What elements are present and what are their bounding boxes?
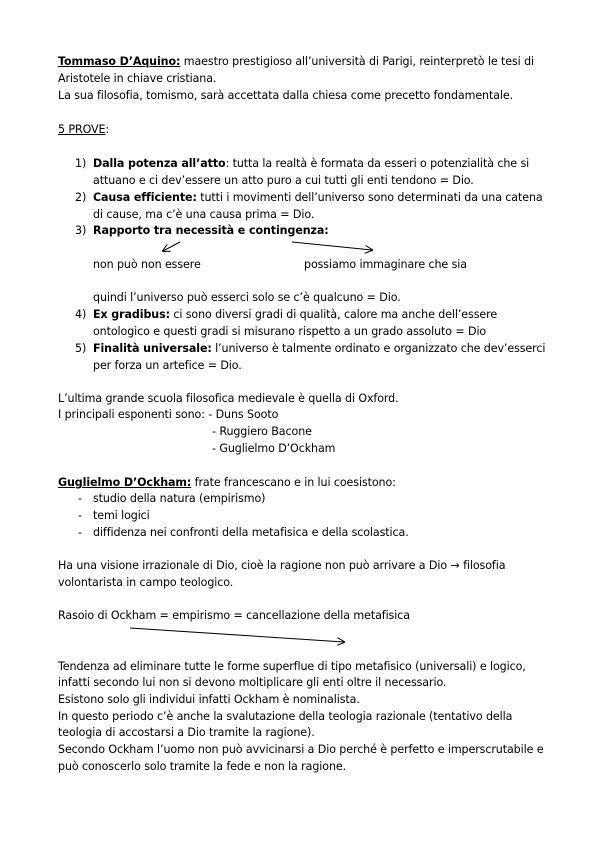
proof-3-conclusion: quindi l’universo può esserci solo se c’è qualcuno = Dio. bbox=[93, 291, 401, 304]
ockham-paragraph-line-7: può conoscerlo solo tramite la fede e non la ragione. bbox=[58, 760, 347, 773]
proof-2-line-2: di cause, ma c’è una causa prima = Dio. bbox=[93, 208, 315, 221]
ockham-name: Guglielmo D’Ockham: bbox=[58, 476, 192, 489]
proof-4-line-2: ontologico e questi gradi si misurano rispetto a un grado assoluto = Dio bbox=[93, 325, 487, 338]
proof-3-line-1 bbox=[93, 223, 329, 239]
proof-1-number: 1) bbox=[75, 157, 87, 170]
proofs-heading-text: 5 PROVE bbox=[58, 123, 106, 136]
ockham-bullet-2: temi logici bbox=[93, 509, 150, 522]
proof-4-line-1 bbox=[93, 307, 497, 323]
necessity-arrow bbox=[163, 242, 180, 251]
proof-4-title: Ex gradibus: bbox=[93, 308, 170, 321]
ockham-vision-line-1: Ha una visione irrazionale di Dio, cioè la ragione non può arrivare a Dio → filosofia bbox=[58, 559, 506, 572]
ockham-paragraph-line-2: infatti secondo lui non si devono moltiplicare gli enti oltre il necessario. bbox=[58, 676, 447, 689]
intro-name: Tommaso D’Aquino: bbox=[58, 55, 181, 68]
ockham-vision-line-2: volontarista in campo teologico. bbox=[58, 576, 234, 589]
proof-1-line-2: attuano e ci dev’essere un atto puro a cui tutti gli enti tendono = Dio. bbox=[93, 174, 474, 187]
proof-5-line-2: per forza un artefice = Dio. bbox=[93, 359, 242, 372]
ockham-razor: Rasoio di Ockham = empirismo = cancellazione della metafisica bbox=[58, 609, 410, 622]
proof-5-line-1 bbox=[93, 341, 545, 357]
ockham-bullet-1: studio della natura (empirismo) bbox=[93, 492, 266, 505]
proof-5-text: l’universo è talmente ordinato e organizzato che dev’esserci bbox=[211, 342, 546, 355]
proof-1-title: Dalla potenza all’atto bbox=[93, 157, 226, 170]
proof-2-line-1 bbox=[93, 190, 543, 206]
intro-line-1 bbox=[58, 54, 534, 70]
intro-text: maestro prestigioso all’università di Parigi, reinterpretò le tesi di bbox=[180, 55, 534, 68]
ockham-bullet-3: diffidenza nei confronti della metafisica e della scolastica. bbox=[93, 526, 409, 539]
oxford-exponent-1: - Duns Sooto bbox=[208, 408, 279, 421]
proof-3-title: Rapporto tra necessità e contingenza: bbox=[93, 224, 329, 237]
ockham-paragraph-line-4: In questo periodo c’è anche la svalutazione della teologia razionale (tentativo della bbox=[58, 710, 513, 723]
razor-arrow bbox=[130, 628, 344, 642]
proof-1-line-1 bbox=[93, 156, 529, 172]
ockham-line-1 bbox=[58, 475, 396, 491]
oxford-exponent-2: - Ruggiero Bacone bbox=[212, 425, 312, 438]
proof-2-title: Causa efficiente: bbox=[93, 191, 197, 204]
proof-4-text: ci sono diversi gradi di qualità, calore ma anche dell’essere bbox=[169, 308, 498, 321]
ockham-text: frate francescano e in lui coesistono: bbox=[191, 476, 396, 489]
ockham-bullet-3-marker: - bbox=[78, 526, 83, 539]
ockham-paragraph-line-1: Tendenza ad eliminare tutte le forme superflue di tipo metafisico (universali) e logico, bbox=[58, 660, 526, 673]
proof-5-title: Finalità universale: bbox=[93, 342, 212, 355]
intro-line-3: La sua filosofia, tomismo, sarà accettata dalla chiesa come precetto fondamentale. bbox=[58, 89, 514, 102]
proof-3-right-label: possiamo immaginare che sia bbox=[304, 258, 467, 271]
ockham-bullet-1-marker: - bbox=[78, 492, 83, 505]
proof-3-left-label: non può non essere bbox=[93, 258, 201, 271]
proof-2-text: tutti i movimenti dell’universo sono determinati da una catena bbox=[196, 191, 543, 204]
proof-4-number: 4) bbox=[75, 308, 87, 321]
oxford-line-1: L’ultima grande scuola filosofica medievale è quella di Oxford. bbox=[58, 392, 399, 405]
oxford-line-2 bbox=[58, 407, 278, 423]
contingency-arrow bbox=[292, 242, 372, 250]
oxford-prefix: I principali esponenti sono: bbox=[58, 408, 209, 421]
proofs-heading bbox=[58, 122, 109, 138]
proof-1-text: : tutta la realtà è formata da esseri o potenzialità che si bbox=[225, 157, 530, 170]
oxford-exponent-3: - Guglielmo D’Ockham bbox=[212, 442, 336, 455]
ockham-paragraph-line-6: Secondo Ockham l’uomo non può avvicinarsi a Dio perché è perfetto e imperscrutabile e bbox=[58, 743, 544, 756]
ockham-paragraph-line-5: teologia di accostarsi a Dio tramite la ragione). bbox=[58, 726, 315, 739]
ockham-bullet-2-marker: - bbox=[78, 509, 83, 522]
proof-2-number: 2) bbox=[75, 191, 87, 204]
proof-5-number: 5) bbox=[75, 342, 87, 355]
ockham-paragraph-line-3: Esistono solo gli individui infatti Ockham è nominalista. bbox=[58, 693, 360, 706]
intro-line-2: Aristotele in chiave cristiana. bbox=[58, 72, 217, 85]
proof-3-number: 3) bbox=[75, 224, 87, 237]
proofs-heading-colon: : bbox=[105, 123, 110, 136]
